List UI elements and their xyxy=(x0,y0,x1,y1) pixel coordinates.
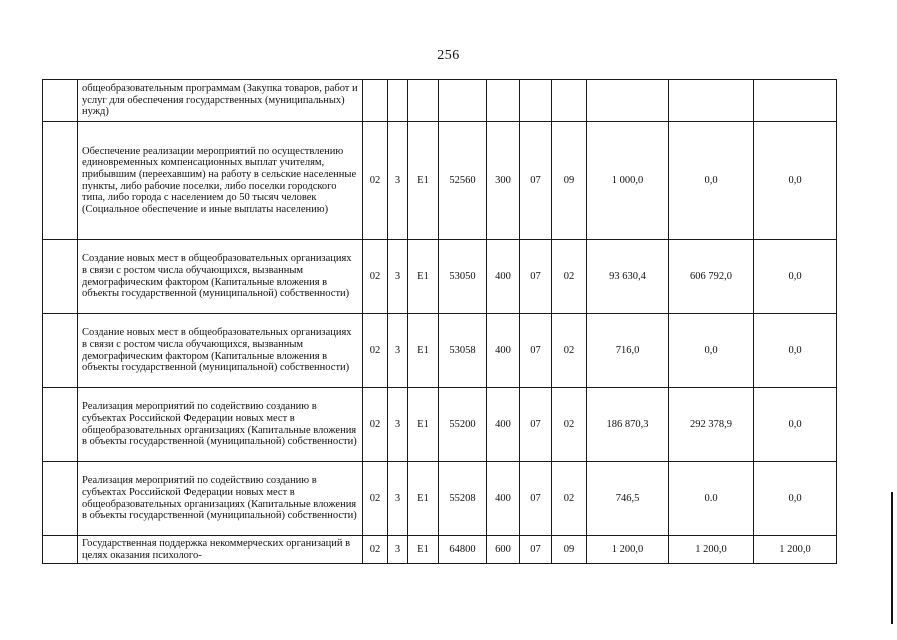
program-code: 02 xyxy=(363,388,388,462)
direction-code: 64800 xyxy=(439,536,487,564)
subsection-code: 02 xyxy=(552,462,587,536)
value-year-1: 716,0 xyxy=(587,314,669,388)
expense-type xyxy=(487,80,520,122)
project-code: E1 xyxy=(408,536,439,564)
direction-code: 53050 xyxy=(439,240,487,314)
row-number-cell xyxy=(43,536,78,564)
row-number-cell xyxy=(43,122,78,240)
margin-line xyxy=(891,492,893,624)
direction-code: 55200 xyxy=(439,388,487,462)
project-code: E1 xyxy=(408,388,439,462)
subprogram-code: 3 xyxy=(388,536,408,564)
program-code: 02 xyxy=(363,240,388,314)
expense-description: Создание новых мест в общеобразовательных организациях в связи с ростом числа обучающихся, вызванным демографическим фактором (Капитальные вложения в объекты государственной (муниципальной) собственности) xyxy=(78,314,363,388)
table-row xyxy=(43,80,837,122)
section-code: 07 xyxy=(520,388,552,462)
value-year-1: 1 000,0 xyxy=(587,122,669,240)
value-year-2: 0,0 xyxy=(669,122,754,240)
section-code: 07 xyxy=(520,314,552,388)
table-row xyxy=(43,314,837,388)
direction-code: 52560 xyxy=(439,122,487,240)
value-year-3: 0,0 xyxy=(754,240,837,314)
row-number-cell xyxy=(43,388,78,462)
page-number: 256 xyxy=(437,48,460,63)
value-year-3: 0,0 xyxy=(754,388,837,462)
expense-description: Реализация мероприятий по содействию созданию в субъектах Российской Федерации новых мест в общеобразовательных организациях (Капитальные вложения в объекты государственной (муниципальной) собственности) xyxy=(78,462,363,536)
expense-description: Государственная поддержка некоммерческих организаций в целях оказания психолого- xyxy=(78,536,363,564)
value-year-3: 0,0 xyxy=(754,462,837,536)
value-year-1: 186 870,3 xyxy=(587,388,669,462)
value-year-2: 0.0 xyxy=(669,462,754,536)
subprogram-code: 3 xyxy=(388,240,408,314)
project-code xyxy=(408,80,439,122)
subsection-code: 02 xyxy=(552,388,587,462)
subprogram-code: 3 xyxy=(388,388,408,462)
value-year-1: 746,5 xyxy=(587,462,669,536)
table-row xyxy=(43,536,837,564)
expense-type: 400 xyxy=(487,240,520,314)
expense-description: Обеспечение реализации мероприятий по осуществлению единовременных компенсационных выплат учителям, прибывшим (переехавшим) на работу в сельские населенные пункты, либо рабочие поселки, либо поселки городского типа, либо города с населением до 50 тысяч человек (Социальное обеспечение и иные выплаты населению) xyxy=(78,122,363,240)
value-year-3: 0,0 xyxy=(754,314,837,388)
table-row xyxy=(43,240,837,314)
value-year-3: 0,0 xyxy=(754,122,837,240)
subsection-code: 09 xyxy=(552,536,587,564)
project-code: E1 xyxy=(408,462,439,536)
program-code: 02 xyxy=(363,536,388,564)
row-number-cell xyxy=(43,462,78,536)
value-year-2: 606 792,0 xyxy=(669,240,754,314)
value-year-1 xyxy=(587,80,669,122)
row-number-cell xyxy=(43,240,78,314)
table-row xyxy=(43,388,837,462)
program-code xyxy=(363,80,388,122)
value-year-2: 0,0 xyxy=(669,314,754,388)
subsection-code: 02 xyxy=(552,314,587,388)
subsection-code xyxy=(552,80,587,122)
subprogram-code xyxy=(388,80,408,122)
section-code: 07 xyxy=(520,462,552,536)
expense-description: Создание новых мест в общеобразовательных организациях в связи с ростом числа обучающихся, вызванным демографическим фактором (Капитальные вложения в объекты государственной (муниципальной) собственности) xyxy=(78,240,363,314)
subprogram-code: 3 xyxy=(388,122,408,240)
budget-table xyxy=(42,79,837,564)
section-code xyxy=(520,80,552,122)
expense-type: 400 xyxy=(487,388,520,462)
value-year-2 xyxy=(669,80,754,122)
expense-type: 600 xyxy=(487,536,520,564)
row-number-cell xyxy=(43,80,78,122)
value-year-1: 93 630,4 xyxy=(587,240,669,314)
section-code: 07 xyxy=(520,240,552,314)
expense-description: Реализация мероприятий по содействию созданию в субъектах Российской Федерации новых мест в общеобразовательных организациях (Капитальные вложения в объекты государственной (муниципальной) собственности) xyxy=(78,388,363,462)
section-code: 07 xyxy=(520,536,552,564)
program-code: 02 xyxy=(363,122,388,240)
table-row xyxy=(43,122,837,240)
value-year-3: 1 200,0 xyxy=(754,536,837,564)
value-year-2: 292 378,9 xyxy=(669,388,754,462)
expense-type: 400 xyxy=(487,314,520,388)
direction-code: 55208 xyxy=(439,462,487,536)
expense-type: 300 xyxy=(487,122,520,240)
subprogram-code: 3 xyxy=(388,462,408,536)
expense-type: 400 xyxy=(487,462,520,536)
subsection-code: 02 xyxy=(552,240,587,314)
table-body xyxy=(43,80,837,564)
value-year-1: 1 200,0 xyxy=(587,536,669,564)
program-code: 02 xyxy=(363,314,388,388)
row-number-cell xyxy=(43,314,78,388)
section-code: 07 xyxy=(520,122,552,240)
project-code: E1 xyxy=(408,122,439,240)
expense-description: общеобразовательным программам (Закупка товаров, работ и услуг для обеспечения государственных (муниципальных) нужд) xyxy=(78,80,363,122)
value-year-2: 1 200,0 xyxy=(669,536,754,564)
subsection-code: 09 xyxy=(552,122,587,240)
program-code: 02 xyxy=(363,462,388,536)
value-year-3 xyxy=(754,80,837,122)
table-row xyxy=(43,462,837,536)
direction-code xyxy=(439,80,487,122)
project-code: E1 xyxy=(408,314,439,388)
direction-code: 53058 xyxy=(439,314,487,388)
subprogram-code: 3 xyxy=(388,314,408,388)
project-code: E1 xyxy=(408,240,439,314)
